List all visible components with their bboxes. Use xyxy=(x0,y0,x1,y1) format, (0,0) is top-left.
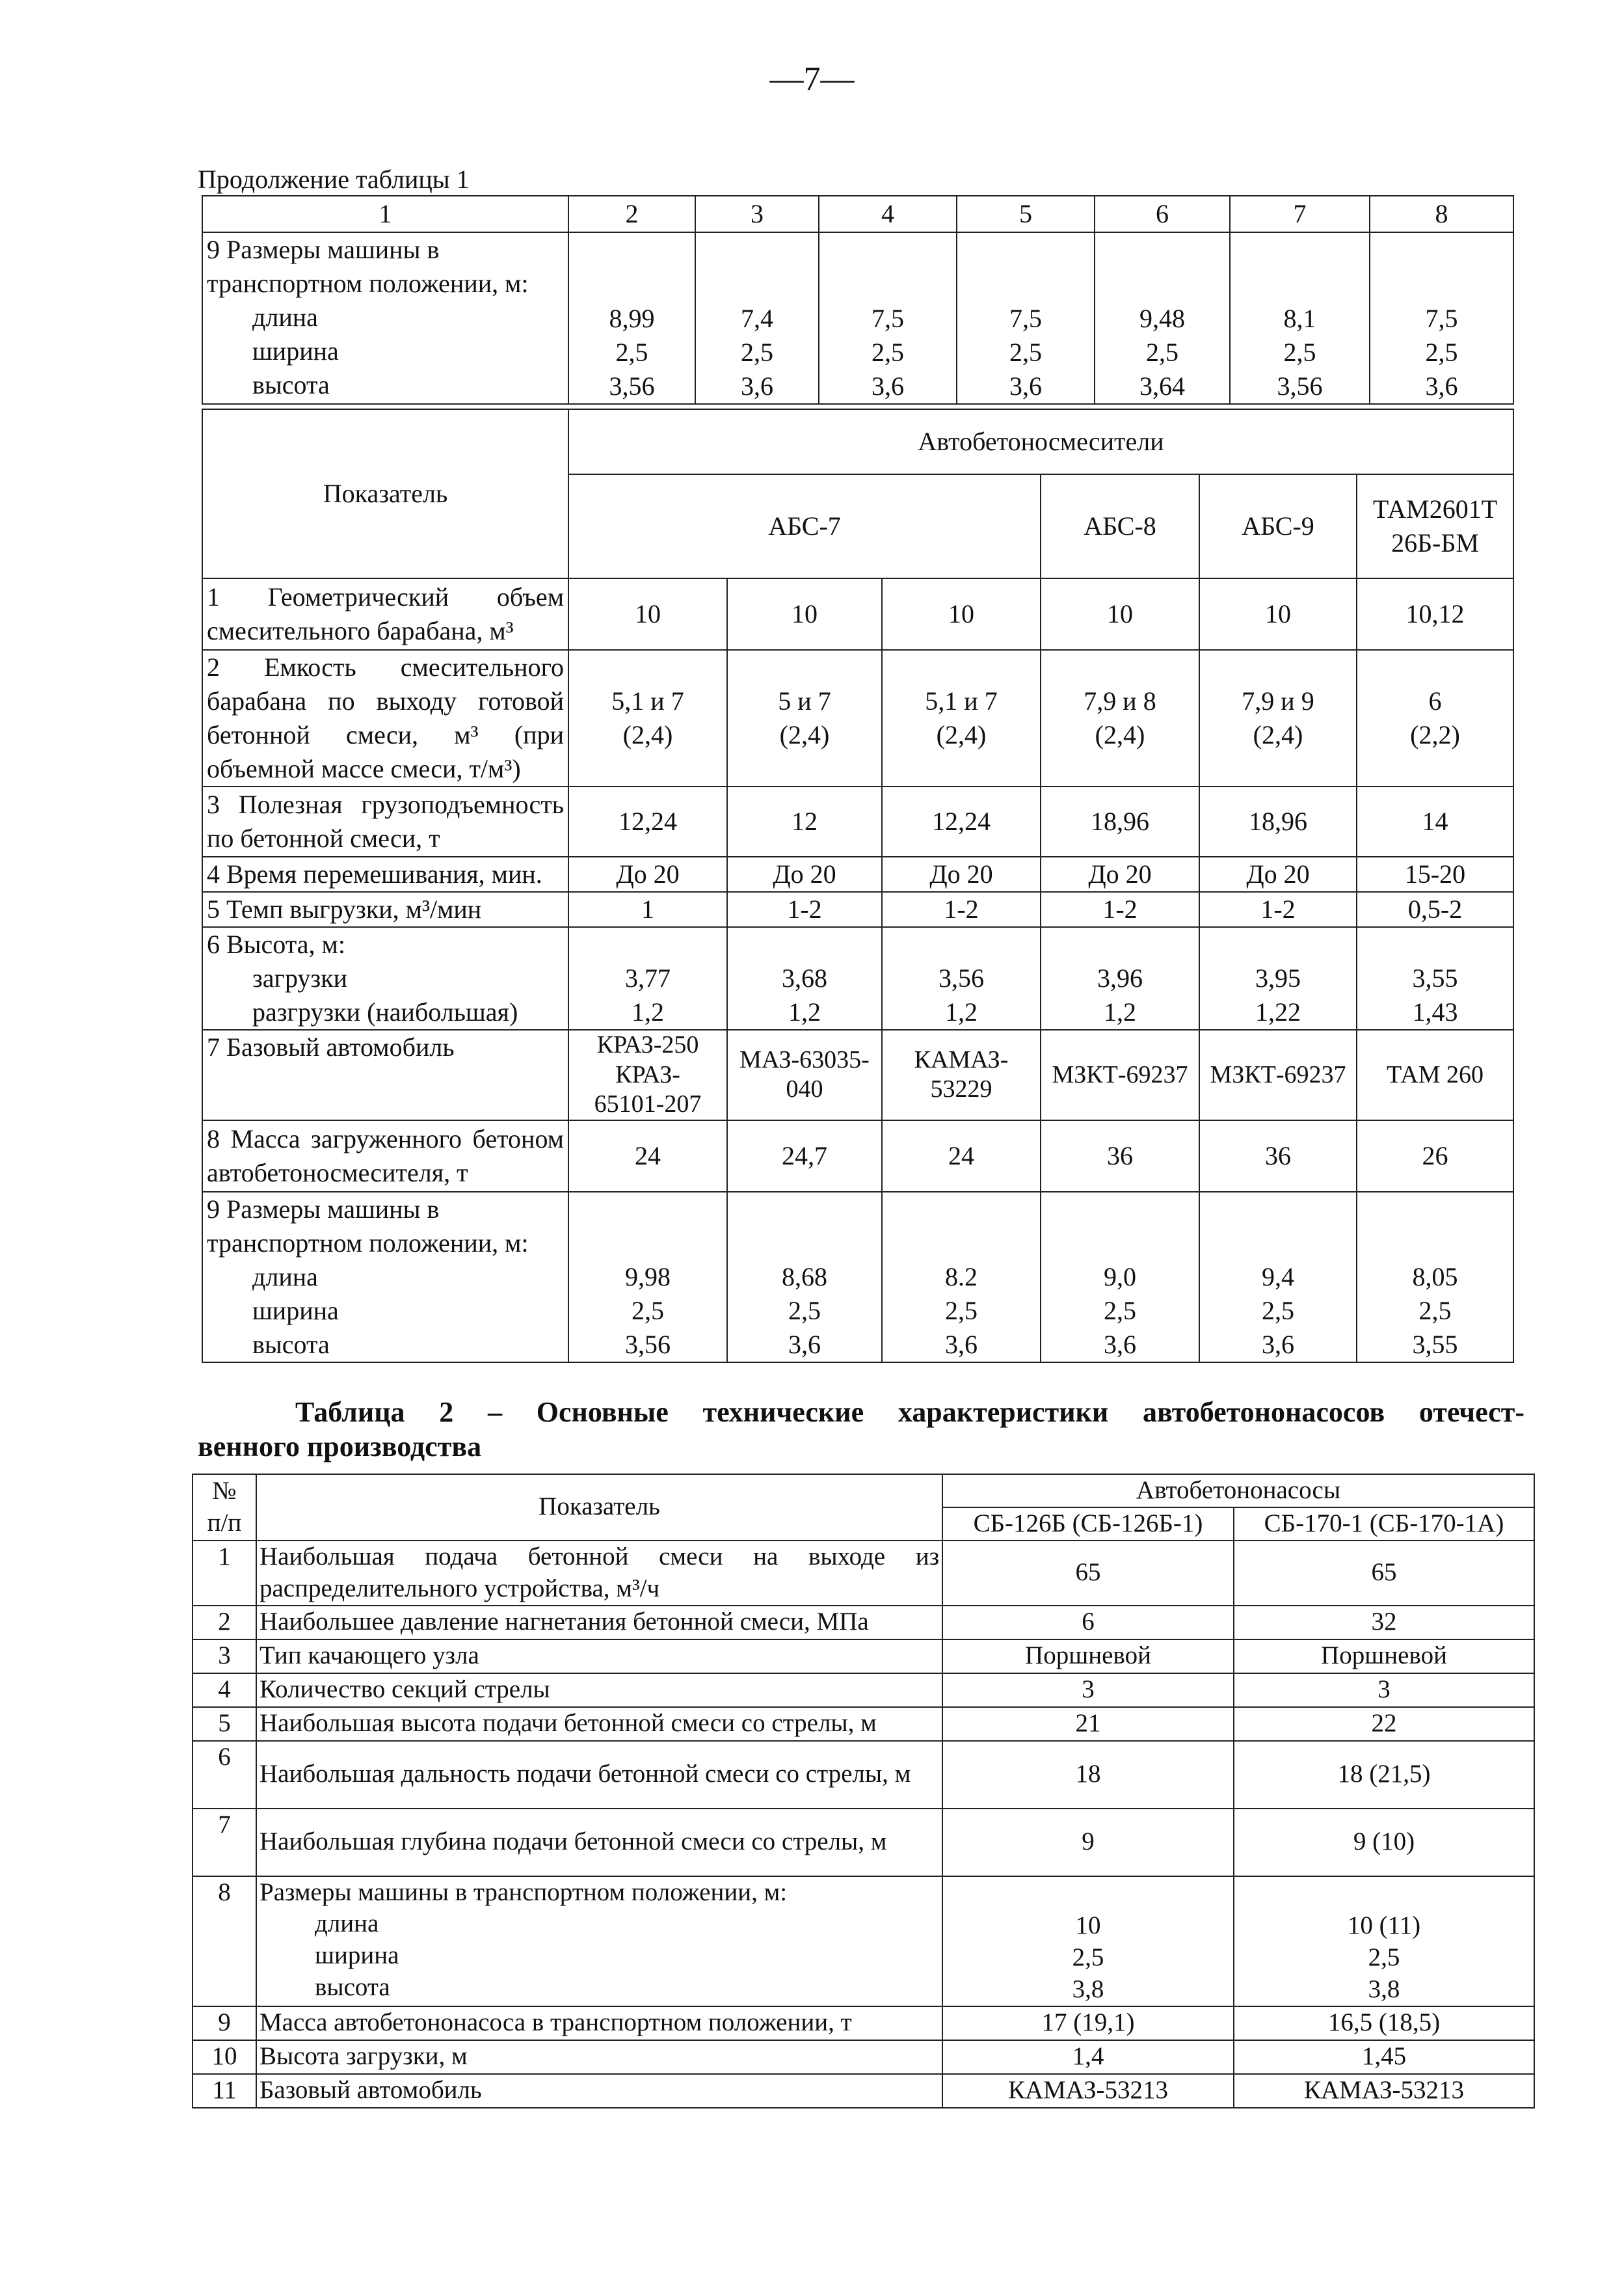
value-cell: 12,24 xyxy=(882,787,1041,857)
row-number: 8 xyxy=(193,1876,256,2006)
value-cell: 9,98 2,5 3,56 xyxy=(568,1192,727,1362)
sub-label: высота xyxy=(252,1329,330,1359)
row-number: 10 xyxy=(193,2040,256,2074)
value-cell: 5 и 7 (2,4) xyxy=(727,650,882,787)
table2-concrete-pumps xyxy=(192,1474,1535,2108)
sub-label: длина xyxy=(252,303,318,332)
sub-label: загрузки xyxy=(252,963,348,993)
sub-label: ширина xyxy=(315,1941,399,1969)
value-cell: 9 xyxy=(942,1809,1234,1876)
value-cell: 5,1 и 7 (2,4) xyxy=(568,650,727,787)
indicator-header: Показатель xyxy=(256,1474,942,1541)
table-row xyxy=(193,1876,1534,2006)
value-cell: 1,4 xyxy=(942,2040,1234,2074)
table-row xyxy=(202,857,1513,892)
model-header: СБ-170-1 (СБ-170-1А) xyxy=(1234,1507,1534,1541)
value-cell: До 20 xyxy=(568,857,727,892)
value-cell: 9 (10) xyxy=(1234,1809,1534,1876)
header-cell: 3 xyxy=(695,196,819,232)
header-cell: 6 xyxy=(1095,196,1230,232)
table1-header-row xyxy=(202,196,1513,232)
row-number: 3 xyxy=(193,1639,256,1673)
value-cell: 15-20 xyxy=(1357,857,1513,892)
value-cell: 9,4 2,5 3,6 xyxy=(1199,1192,1357,1362)
value-cell: 1,45 xyxy=(1234,2040,1534,2074)
row-label-cell xyxy=(202,232,568,404)
row-number: 9 xyxy=(193,2006,256,2040)
model-header: СБ-126Б (СБ-126Б-1) xyxy=(942,1507,1234,1541)
value-cell: До 20 xyxy=(727,857,882,892)
group-header: Автобетоносмесители xyxy=(568,409,1513,474)
model-header: АБС-8 xyxy=(1041,474,1199,578)
value-cell: 7,5 2,5 3,6 xyxy=(957,232,1095,404)
row-label-cell xyxy=(256,1876,942,2006)
value-cell: 36 xyxy=(1199,1120,1357,1192)
value-cell: 10 2,5 3,8 xyxy=(942,1876,1234,2006)
value-cell: 3,96 1,2 xyxy=(1041,927,1199,1030)
sub-label: высота xyxy=(252,370,330,399)
sub-label: высота xyxy=(315,1973,390,2001)
row-label: Наибольшая глубина подачи бетонной смеси со стрелы, м xyxy=(256,1809,942,1876)
value-cell: ТАМ 260 xyxy=(1357,1030,1513,1120)
value-cell: 16,5 (18,5) xyxy=(1234,2006,1534,2040)
value-cell: 12 xyxy=(727,787,882,857)
value-cell: 8.2 2,5 3,6 xyxy=(882,1192,1041,1362)
model-header: АБС-9 xyxy=(1199,474,1357,578)
sub-label: ширина xyxy=(252,336,339,366)
table-row xyxy=(193,1809,1534,1876)
value-cell: До 20 xyxy=(1041,857,1199,892)
row-label: 9 Размеры машины в транспортном положении, м: xyxy=(207,235,529,298)
row-label: Наибольшая подача бетонной смеси на выходе из распределительного устройства, м³/ч xyxy=(256,1541,942,1606)
value-cell: 10 xyxy=(1199,578,1357,650)
header-cell: 8 xyxy=(1370,196,1513,232)
value-cell: 18,96 xyxy=(1041,787,1199,857)
value-cell: МЗКТ-69237 xyxy=(1041,1030,1199,1120)
value-cell: 1-2 xyxy=(1199,892,1357,927)
value-cell: 6 xyxy=(942,1606,1234,1639)
row-label: Количество секций стрелы xyxy=(256,1673,942,1707)
value-cell: КАМАЗ-53213 xyxy=(942,2074,1234,2108)
group-header-row xyxy=(193,1474,1534,1507)
table2-title-line1: Таблица 2 – Основные технические характеристики автобетононасосов отечест- xyxy=(295,1396,1524,1428)
value-cell: Поршневой xyxy=(1234,1639,1534,1673)
sub-label: ширина xyxy=(252,1295,339,1325)
table-row xyxy=(202,1192,1513,1362)
sub-label: длина xyxy=(315,1909,379,1938)
value-cell: 7,5 2,5 3,6 xyxy=(1370,232,1513,404)
value-cell: 65 xyxy=(942,1541,1234,1606)
table-row xyxy=(193,1606,1534,1639)
table-row xyxy=(193,1707,1534,1741)
group-header-row xyxy=(202,409,1513,474)
table-row xyxy=(193,1673,1534,1707)
row-label: 6 Высота, м: xyxy=(207,930,345,959)
value-cell: 24 xyxy=(882,1120,1041,1192)
row-label: Наибольшая дальность подачи бетонной смеси со стрелы, м xyxy=(256,1741,942,1809)
value-cell: До 20 xyxy=(882,857,1041,892)
table-row xyxy=(193,1639,1534,1673)
value-cell: 5,1 и 7 (2,4) xyxy=(882,650,1041,787)
table-row xyxy=(202,927,1513,1030)
table-row xyxy=(202,650,1513,787)
header-cell: 4 xyxy=(819,196,957,232)
value-cell: 1-2 xyxy=(727,892,882,927)
table-row xyxy=(202,232,1513,404)
row-label: Наибольшая высота подачи бетонной смеси со стрелы, м xyxy=(256,1707,942,1741)
value-cell: КАМАЗ- 53229 xyxy=(882,1030,1041,1120)
value-cell: 3,55 1,43 xyxy=(1357,927,1513,1030)
table1-continuation xyxy=(202,195,1514,405)
value-cell: 3,68 1,2 xyxy=(727,927,882,1030)
value-cell: До 20 xyxy=(1199,857,1357,892)
table-row xyxy=(193,2006,1534,2040)
sub-label: разгрузки (наибольшая) xyxy=(252,997,518,1027)
row-label: 1 Геометрический объем смесительного барабана, м³ xyxy=(202,578,568,650)
value-cell: 1-2 xyxy=(1041,892,1199,927)
row-label: 3 Полезная грузоподъемность по бетонной смеси, т xyxy=(202,787,568,857)
value-cell: Поршневой xyxy=(942,1639,1234,1673)
value-cell: 12,24 xyxy=(568,787,727,857)
value-cell: 21 xyxy=(942,1707,1234,1741)
value-cell: КРАЗ-250 КРАЗ- 65101-207 xyxy=(568,1030,727,1120)
row-number: 2 xyxy=(193,1606,256,1639)
row-label: Базовый автомобиль xyxy=(256,2074,942,2108)
row-label: 2 Емкость смесительного барабана по выходу готовой бетонной смеси, м³ (при объемной массе смеси, т/м³) xyxy=(202,650,568,787)
table-row xyxy=(193,1541,1534,1606)
row-label: 7 Базовый автомобиль xyxy=(202,1030,568,1120)
value-cell: 9,48 2,5 3,64 xyxy=(1095,232,1230,404)
value-cell: 36 xyxy=(1041,1120,1199,1192)
value-cell: 10,12 xyxy=(1357,578,1513,650)
header-cell: 1 xyxy=(202,196,568,232)
table-row xyxy=(193,2040,1534,2074)
row-label: 4 Время перемешивания, мин. xyxy=(202,857,568,892)
row-label-cell xyxy=(202,927,568,1030)
value-cell: 3,77 1,2 xyxy=(568,927,727,1030)
value-cell: 3 xyxy=(1234,1673,1534,1707)
number-header: № п/п xyxy=(193,1474,256,1541)
value-cell: 9,0 2,5 3,6 xyxy=(1041,1192,1199,1362)
value-cell: 18 (21,5) xyxy=(1234,1741,1534,1809)
value-cell: 10 xyxy=(568,578,727,650)
value-cell: 24,7 xyxy=(727,1120,882,1192)
row-number: 7 xyxy=(193,1809,256,1876)
value-cell: 7,5 2,5 3,6 xyxy=(819,232,957,404)
value-cell: 6 (2,2) xyxy=(1357,650,1513,787)
value-cell: 7,9 и 9 (2,4) xyxy=(1199,650,1357,787)
value-cell: 14 xyxy=(1357,787,1513,857)
table-row xyxy=(193,1741,1534,1809)
row-number: 5 xyxy=(193,1707,256,1741)
table-row xyxy=(202,1030,1513,1120)
table-row xyxy=(202,578,1513,650)
row-label: Высота загрузки, м xyxy=(256,2040,942,2074)
row-label: Тип качающего узла xyxy=(256,1639,942,1673)
value-cell: 7,9 и 8 (2,4) xyxy=(1041,650,1199,787)
model-header: ТАМ2601Т 26Б-БМ xyxy=(1357,474,1513,578)
value-cell: 65 xyxy=(1234,1541,1534,1606)
table-row xyxy=(202,892,1513,927)
row-label: Наибольшее давление нагнетания бетонной смеси, МПа xyxy=(256,1606,942,1639)
table-row xyxy=(202,787,1513,857)
table2-title-line2: венного производства xyxy=(198,1430,482,1462)
row-label: Масса автобетононасоса в транспортном положении, т xyxy=(256,2006,942,2040)
header-cell: 5 xyxy=(957,196,1095,232)
value-cell: 10 xyxy=(882,578,1041,650)
value-cell: МЗКТ-69237 xyxy=(1199,1030,1357,1120)
header-cell: 2 xyxy=(568,196,695,232)
value-cell: 7,4 2,5 3,6 xyxy=(695,232,819,404)
value-cell: 3 xyxy=(942,1673,1234,1707)
value-cell: 26 xyxy=(1357,1120,1513,1192)
table-row xyxy=(193,2074,1534,2108)
row-number: 6 xyxy=(193,1741,256,1809)
header-cell: 7 xyxy=(1230,196,1370,232)
value-cell: 17 (19,1) xyxy=(942,2006,1234,2040)
table-row xyxy=(202,1120,1513,1192)
value-cell: 3,56 1,2 xyxy=(882,927,1041,1030)
row-number: 1 xyxy=(193,1541,256,1606)
row-number: 11 xyxy=(193,2074,256,2108)
table-continuation-caption: Продолжение таблицы 1 xyxy=(198,165,470,194)
value-cell: 0,5-2 xyxy=(1357,892,1513,927)
value-cell: 8,05 2,5 3,55 xyxy=(1357,1192,1513,1362)
value-cell: МАЗ-63035- 040 xyxy=(727,1030,882,1120)
row-label: Размеры машины в транспортном положении, м: xyxy=(260,1878,788,1906)
value-cell: 10 xyxy=(1041,578,1199,650)
row-label-cell xyxy=(202,1192,568,1362)
row-label: 5 Темп выгрузки, м³/мин xyxy=(202,892,568,927)
row-number: 4 xyxy=(193,1673,256,1707)
row-label: 8 Масса загруженного бетоном автобетоносмесителя, т xyxy=(202,1120,568,1192)
value-cell: 8,1 2,5 3,56 xyxy=(1230,232,1370,404)
value-cell: 3,95 1,22 xyxy=(1199,927,1357,1030)
table1-mixers xyxy=(202,409,1514,1363)
indicator-header: Показатель xyxy=(202,409,568,578)
value-cell: 18 xyxy=(942,1741,1234,1809)
value-cell: 1 xyxy=(568,892,727,927)
group-header: Автобетононасосы xyxy=(942,1474,1534,1507)
value-cell: 22 xyxy=(1234,1707,1534,1741)
value-cell: 8,68 2,5 3,6 xyxy=(727,1192,882,1362)
value-cell: 8,99 2,5 3,56 xyxy=(568,232,695,404)
value-cell: 10 (11) 2,5 3,8 xyxy=(1234,1876,1534,2006)
value-cell: КАМАЗ-53213 xyxy=(1234,2074,1534,2108)
value-cell: 1-2 xyxy=(882,892,1041,927)
page-number: —7— xyxy=(769,61,855,98)
row-label: 9 Размеры машины в транспортном положении, м: xyxy=(207,1194,529,1258)
value-cell: 10 xyxy=(727,578,882,650)
value-cell: 18,96 xyxy=(1199,787,1357,857)
sub-label: длина xyxy=(252,1261,318,1291)
value-cell: 24 xyxy=(568,1120,727,1192)
model-header: АБС-7 xyxy=(568,474,1041,578)
table2-title xyxy=(198,1395,1524,1464)
value-cell: 32 xyxy=(1234,1606,1534,1639)
